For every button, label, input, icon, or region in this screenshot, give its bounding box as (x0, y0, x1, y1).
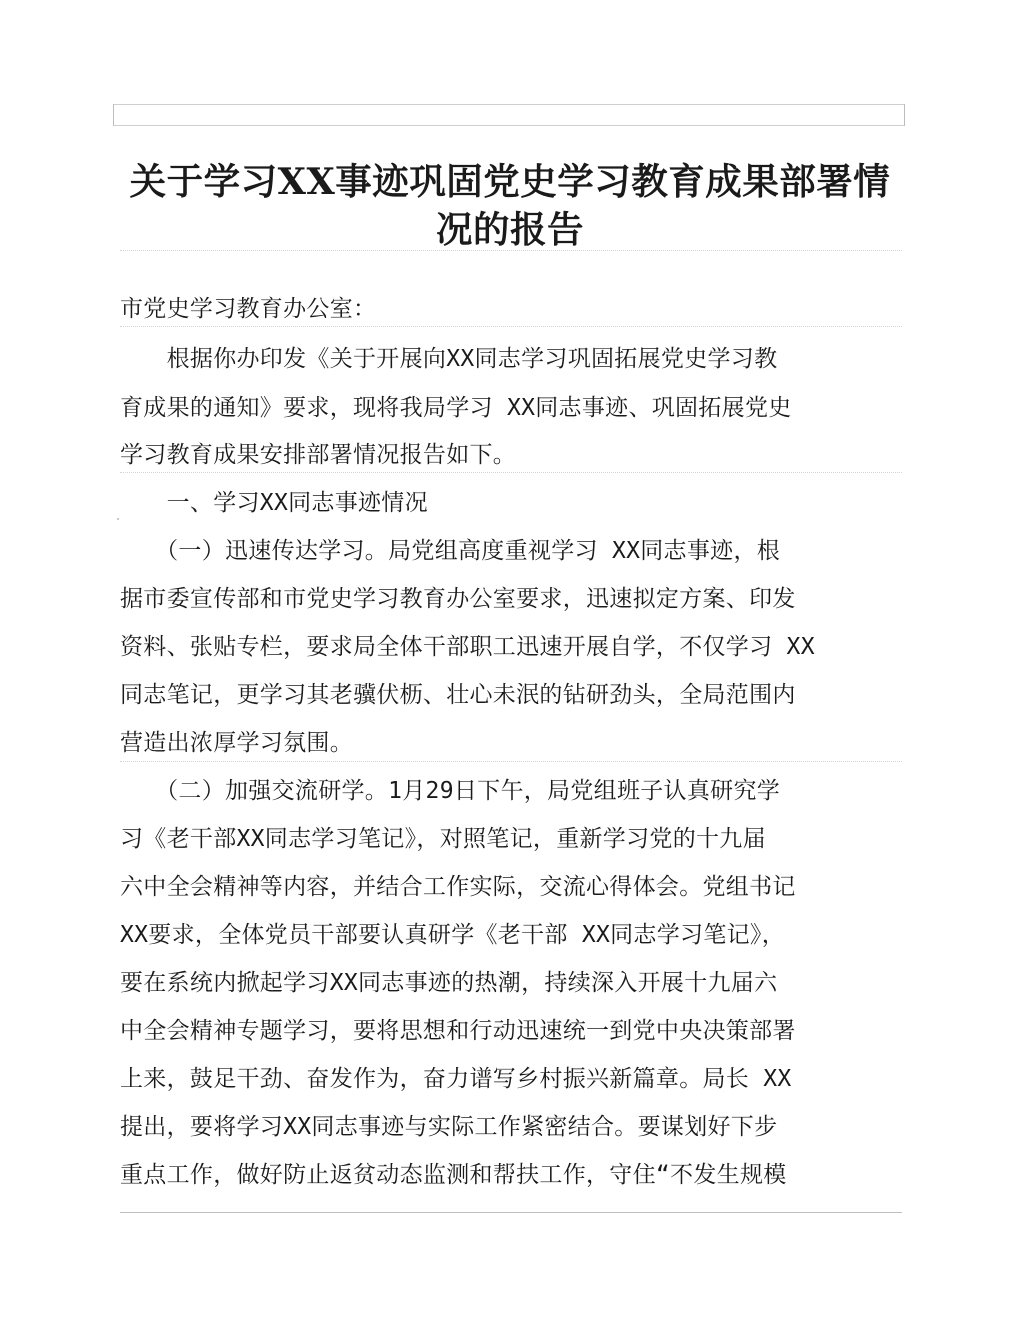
page-header-box (113, 104, 905, 126)
line-rule (120, 472, 902, 473)
margin-tick (117, 518, 119, 520)
line-rule (120, 326, 902, 327)
body-line: 资料、张贴专栏，要求局全体干部职工迅速开展自学，不仅学习 XX (120, 634, 815, 660)
body-line: 重点工作，做好防止返贫动态监测和帮扶工作，守住“不发生规模 (120, 1162, 787, 1188)
body-line: XX要求，全体党员干部要认真研学《老干部 XX同志学习笔记》， (120, 922, 786, 948)
body-line: 上来，鼓足干劲、奋发作为，奋力谱写乡村振兴新篇章。局长 XX (120, 1066, 792, 1092)
body-line: 营造出浓厚学习氛围。 (120, 730, 353, 756)
title-line-2: 况的报告 (436, 208, 584, 251)
body-line: 六中全会精神等内容，并结合工作实际，交流心得体会。党组书记 (120, 874, 796, 900)
title-underline (120, 250, 902, 251)
line-rule (120, 761, 902, 762)
body-line: 一、学习XX同志事迹情况 (120, 490, 428, 516)
page-bottom-rule (120, 1212, 902, 1213)
body-line: 根据你办印发《关于开展向XX同志学习巩固拓展党史学习教 (120, 346, 778, 372)
body-line: 市党史学习教育办公室： (120, 296, 377, 322)
body-line: （一）迅速传达学习。局党组高度重视学习 XX同志事迹，根 (120, 538, 781, 564)
body-line: 提出，要将学习XX同志事迹与实际工作紧密结合。要谋划好下步 (120, 1114, 778, 1140)
body-line: 中全会精神专题学习，要将思想和行动迅速统一到党中央决策部署 (120, 1018, 796, 1044)
body-line: 学习教育成果安排部署情况报告如下。 (120, 442, 517, 468)
body-line: 据市委宣传部和市党史学习教育办公室要求，迅速拟定方案、印发 (120, 586, 796, 612)
body-line: 同志笔记，更学习其老骥伏枥、壮心未泯的钻研劲头，全局范围内 (120, 682, 796, 708)
document-title (120, 158, 900, 254)
body-line: 要在系统内掀起学习XX同志事迹的热潮，持续深入开展十九届六 (120, 970, 778, 996)
title-line-1: 关于学习XX事迹巩固党史学习教育成果部署情 (129, 160, 891, 203)
body-line: （二）加强交流研学。1月29日下午，局党组班子认真研究学 (120, 778, 781, 804)
body-line: 习《老干部XX同志学习笔记》，对照笔记，重新学习党的十九届 (120, 826, 766, 852)
body-line: 育成果的通知》要求，现将我局学习 XX同志事迹、巩固拓展党史 (120, 395, 792, 421)
